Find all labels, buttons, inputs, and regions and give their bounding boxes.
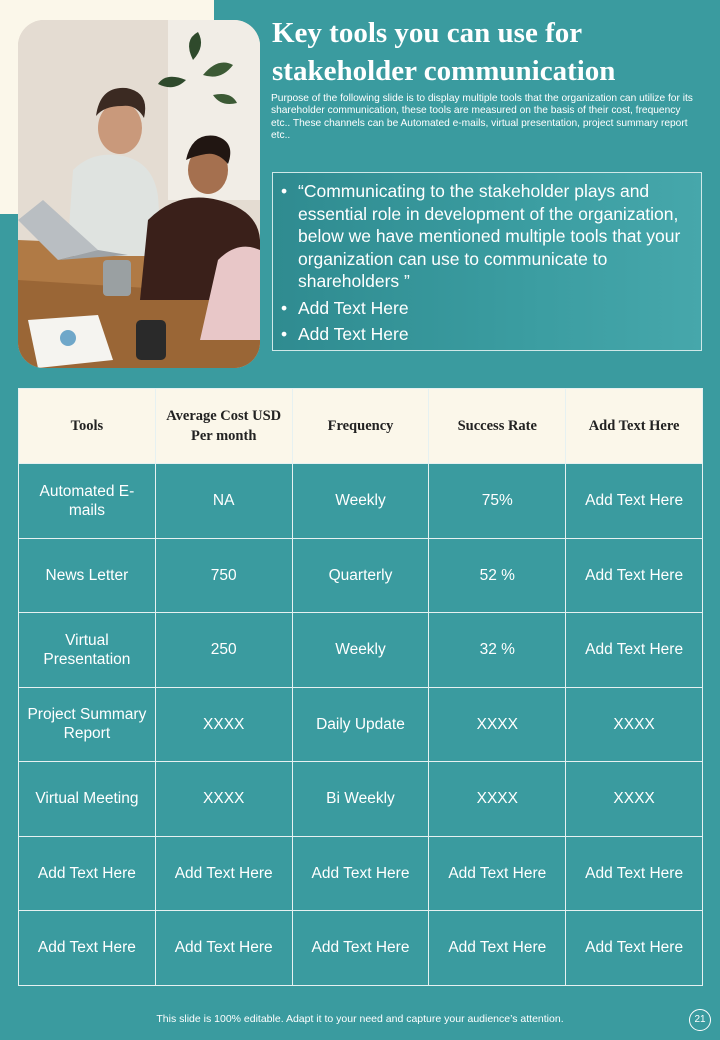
table-cell: Daily Update bbox=[292, 687, 429, 762]
footer-note: This slide is 100% editable. Adapt it to your need and capture your audience’s attention. bbox=[156, 1013, 564, 1025]
table-cell: 75% bbox=[429, 464, 566, 539]
table-header-row bbox=[19, 389, 703, 464]
table-cell: Virtual Meeting bbox=[19, 762, 156, 837]
table-cell: Add Text Here bbox=[566, 538, 703, 613]
table-cell: Add Text Here bbox=[566, 464, 703, 539]
bullet-item: • Add Text Here bbox=[281, 297, 691, 320]
quote-bullet-box bbox=[272, 172, 702, 351]
page-number-badge: 21 bbox=[689, 1009, 711, 1031]
table-cell: XXXX bbox=[155, 762, 292, 837]
table-cell: 32 % bbox=[429, 613, 566, 688]
table-cell: 750 bbox=[155, 538, 292, 613]
table-cell: Add Text Here bbox=[429, 911, 566, 986]
bullet-list bbox=[281, 180, 691, 346]
table-cell: Virtual Presentation bbox=[19, 613, 156, 688]
table-cell: NA bbox=[155, 464, 292, 539]
tools-table bbox=[18, 388, 703, 986]
header-frequency: Frequency bbox=[292, 389, 429, 464]
table-cell: Add Text Here bbox=[155, 911, 292, 986]
table-cell: Quarterly bbox=[292, 538, 429, 613]
table-cell: Add Text Here bbox=[429, 836, 566, 911]
table-cell: Add Text Here bbox=[292, 911, 429, 986]
table-row bbox=[19, 762, 703, 837]
page-title: Key tools you can use for stakeholder communication bbox=[272, 17, 616, 87]
table-row bbox=[19, 836, 703, 911]
table-cell: XXXX bbox=[429, 687, 566, 762]
table-row bbox=[19, 464, 703, 539]
table-row bbox=[19, 911, 703, 986]
page-subtitle: Purpose of the following slide is to display multiple tools that the organization can utilize for its shareholder communication, these tools are measured on the basis of their cost, frequency etc.. These channels can be Automated e-mails, virtual presentation, project summary report etc.. bbox=[271, 93, 693, 142]
table-cell: Add Text Here bbox=[19, 836, 156, 911]
table-row bbox=[19, 538, 703, 613]
table-cell: XXXX bbox=[566, 762, 703, 837]
table-cell: Project Summary Report bbox=[19, 687, 156, 762]
table-row bbox=[19, 687, 703, 762]
bullet-item: • “Communicating to the stakeholder plays and essential role in development of the organization, below we have mentioned multiple tools that your organization can use to communicate to shareholders ” bbox=[281, 180, 691, 293]
table-cell: Add Text Here bbox=[292, 836, 429, 911]
table-row bbox=[19, 613, 703, 688]
table-cell: XXXX bbox=[155, 687, 292, 762]
table-cell: Weekly bbox=[292, 464, 429, 539]
header-add-text: Add Text Here bbox=[566, 389, 703, 464]
table-cell: Automated E-mails bbox=[19, 464, 156, 539]
table-cell: Add Text Here bbox=[155, 836, 292, 911]
table-cell: Add Text Here bbox=[566, 911, 703, 986]
table-cell: 250 bbox=[155, 613, 292, 688]
table-cell: News Letter bbox=[19, 538, 156, 613]
header-success-rate: Success Rate bbox=[429, 389, 566, 464]
table-cell: Bi Weekly bbox=[292, 762, 429, 837]
table-cell: Add Text Here bbox=[566, 836, 703, 911]
header-tools: Tools bbox=[19, 389, 156, 464]
table-cell: XXXX bbox=[429, 762, 566, 837]
table-cell: XXXX bbox=[566, 687, 703, 762]
table-cell: Weekly bbox=[292, 613, 429, 688]
table-cell: 52 % bbox=[429, 538, 566, 613]
bullet-item: • Add Text Here bbox=[281, 323, 691, 346]
table-cell: Add Text Here bbox=[566, 613, 703, 688]
header-average-cost: Average Cost USD Per month bbox=[155, 389, 292, 464]
table-cell: Add Text Here bbox=[19, 911, 156, 986]
team-meeting-photo bbox=[18, 20, 260, 368]
